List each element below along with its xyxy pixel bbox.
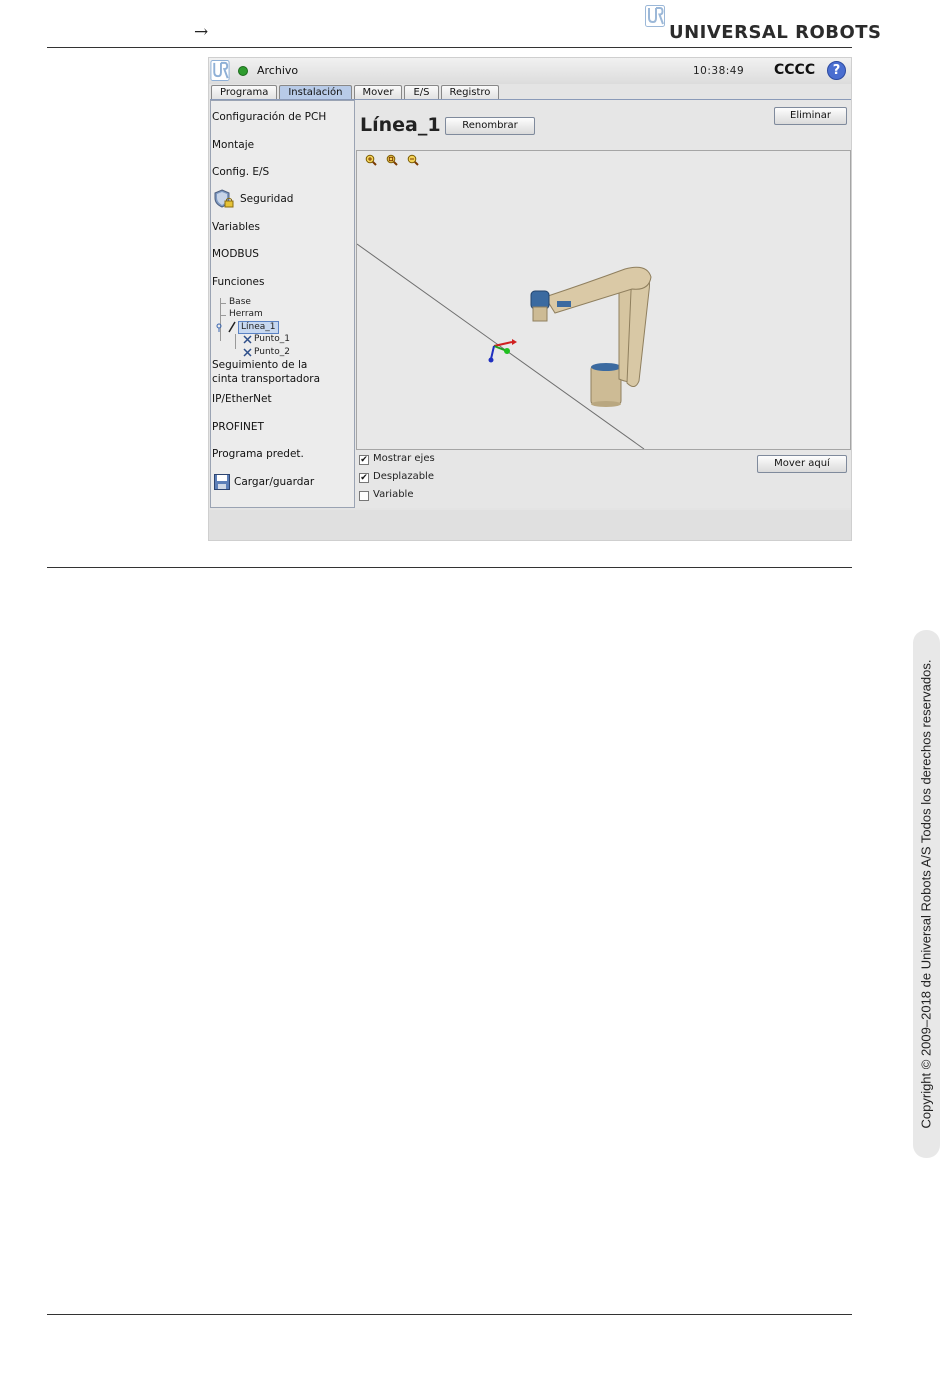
brand-name: UNIVERSAL ROBOTS	[669, 22, 882, 43]
polyscope-screenshot	[208, 57, 852, 541]
line-feature-icon	[228, 321, 236, 333]
help-icon[interactable]: ?	[827, 61, 846, 80]
sidebar-item-montaje[interactable]: Montaje	[212, 139, 255, 151]
sidebar-item-config-es[interactable]: Config. E/S	[212, 166, 270, 178]
arrow-symbol: →	[194, 22, 209, 42]
sidebar-item-funciones[interactable]: Funciones	[212, 276, 265, 288]
tab-registro[interactable]: Registro	[441, 85, 500, 99]
robot-status-icon	[238, 66, 248, 76]
movable-checkbox[interactable]: ✔	[360, 473, 368, 483]
installation-content	[210, 99, 852, 508]
tree-item-punto-1[interactable]: Punto_1	[254, 334, 290, 344]
sidebar-item-cargar-guardar[interactable]: Cargar/guardar	[234, 476, 315, 488]
feature-line	[357, 244, 644, 449]
tree-item-base[interactable]: Base	[229, 297, 251, 307]
tab-bar	[211, 85, 501, 99]
3d-viewport[interactable]	[356, 150, 851, 450]
delete-button[interactable]: Eliminar	[774, 107, 847, 125]
file-menu[interactable]: Archivo	[257, 64, 299, 77]
ur-logo-icon	[645, 5, 665, 27]
rename-button[interactable]: Renombrar	[445, 117, 535, 135]
tab-mover[interactable]: Mover	[354, 85, 403, 99]
movable-label: Desplazable	[373, 471, 434, 482]
tab-programa[interactable]: Programa	[211, 85, 277, 99]
sidebar-item-programa-predet[interactable]: Programa predet.	[212, 448, 304, 460]
tree-expand-icon[interactable]	[215, 323, 225, 333]
copyright-notice: Copyright © 2009–2018 de Universal Robots A/S Todos los derechos reservados.	[918, 659, 934, 1129]
top-bar	[209, 58, 852, 84]
tree-item-herram[interactable]: Herram	[229, 309, 263, 319]
coordinate-axes-icon	[489, 339, 518, 363]
variable-label: Variable	[373, 489, 414, 500]
robot-scene	[357, 151, 850, 449]
sidebar-item-profinet[interactable]: PROFINET	[212, 421, 264, 433]
sidebar-item-seguimiento-2[interactable]: cinta transportadora	[212, 373, 321, 385]
clock: 10:38:49	[693, 65, 745, 77]
ur-logo-icon	[210, 60, 230, 81]
figure-bottom-rule	[47, 567, 852, 568]
footer-rule	[47, 1314, 852, 1315]
point-x-icon	[243, 348, 252, 357]
show-axes-checkbox[interactable]: ✔	[360, 455, 368, 465]
feature-title: Línea_1	[360, 114, 441, 136]
feature-panel	[356, 100, 852, 508]
installation-sidebar	[210, 100, 355, 508]
tree-connector	[220, 303, 226, 304]
tree-item-linea-1[interactable]: Línea_1	[238, 321, 279, 334]
shield-lock-icon	[214, 189, 234, 209]
universal-robots-brand	[645, 5, 882, 43]
tree-connector	[220, 315, 226, 316]
robot-arm-image	[531, 267, 651, 407]
sidebar-item-seguridad[interactable]: Seguridad	[240, 193, 294, 205]
robot-name: CCCC	[774, 62, 816, 78]
sidebar-item-modbus[interactable]: MODBUS	[212, 248, 259, 260]
sidebar-item-variables[interactable]: Variables	[212, 221, 260, 233]
point-x-icon	[243, 335, 252, 344]
tab-instalacion[interactable]: Instalación	[279, 85, 351, 99]
sidebar-item-seguimiento-1[interactable]: Seguimiento de la	[212, 359, 308, 371]
show-axes-label: Mostrar ejes	[373, 453, 435, 464]
tree-connector	[220, 298, 221, 341]
variable-checkbox[interactable]	[359, 491, 369, 501]
sidebar-item-ip-ethernet[interactable]: IP/EtherNet	[212, 393, 272, 405]
tree-item-punto-2[interactable]: Punto_2	[254, 347, 290, 357]
header-rule	[47, 47, 852, 48]
tree-connector	[235, 334, 236, 349]
tab-es[interactable]: E/S	[404, 85, 438, 99]
floppy-disk-icon	[214, 474, 230, 490]
sidebar-item-pch[interactable]: Configuración de PCH	[212, 111, 327, 123]
move-here-button[interactable]: Mover aquí	[757, 455, 847, 473]
screenshot-footer-bar	[209, 510, 852, 541]
